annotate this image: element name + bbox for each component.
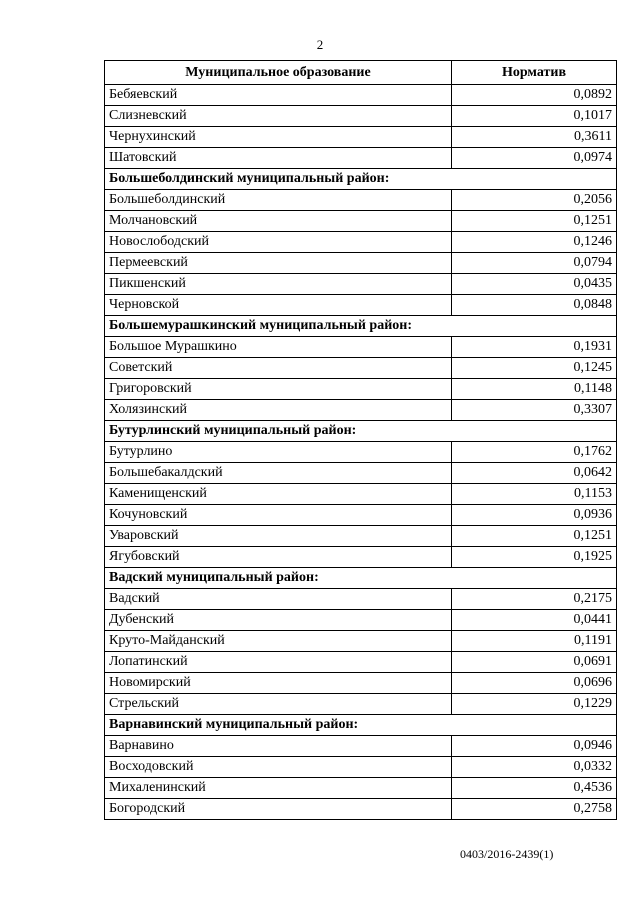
municipality-name: Михаленинский [105,778,452,799]
normative-value: 0,0794 [452,253,617,274]
district-title: Бутурлинский муниципальный район: [105,421,617,442]
table-row [105,379,617,400]
table-row [105,652,617,673]
municipality-name: Пикшенский [105,274,452,295]
municipality-name: Богородский [105,799,452,820]
normative-value: 0,1925 [452,547,617,568]
normative-value: 0,0435 [452,274,617,295]
normative-value: 0,2175 [452,589,617,610]
table-row [105,232,617,253]
district-title: Большеболдинский муниципальный район: [105,169,617,190]
table-row [105,442,617,463]
municipality-name: Каменищенский [105,484,452,505]
table-row [105,274,617,295]
normative-value: 0,2056 [452,190,617,211]
municipality-name: Большое Мурашкино [105,337,452,358]
table-row [105,610,617,631]
table-row [105,85,617,106]
table-row [105,484,617,505]
table-row [105,358,617,379]
table-row [105,211,617,232]
municipality-name: Вадский [105,589,452,610]
table-row [105,463,617,484]
municipality-name: Круто-Майданский [105,631,452,652]
district-title: Варнавинский муниципальный район: [105,715,617,736]
municipality-name: Восходовский [105,757,452,778]
table-row [105,547,617,568]
municipality-name: Кочуновский [105,505,452,526]
table-row [105,400,617,421]
normative-value: 0,0946 [452,736,617,757]
normative-value: 0,0696 [452,673,617,694]
normative-value: 0,3307 [452,400,617,421]
table-row [105,127,617,148]
normative-value: 0,0936 [452,505,617,526]
table-row [105,778,617,799]
normative-value: 0,1017 [452,106,617,127]
municipality-name: Новослободский [105,232,452,253]
municipality-name: Новомирский [105,673,452,694]
page-number: 2 [316,37,324,52]
table-header-row [105,61,617,85]
normative-value: 0,1762 [452,442,617,463]
district-header-row [105,169,617,190]
normative-value: 0,1229 [452,694,617,715]
table-row [105,106,617,127]
district-header-row [105,316,617,337]
normative-value: 0,0691 [452,652,617,673]
normative-value: 0,3611 [452,127,617,148]
table-row [105,736,617,757]
table-row [105,673,617,694]
municipality-name: Слизневский [105,106,452,127]
normative-value: 0,1931 [452,337,617,358]
municipality-name: Бебяевский [105,85,452,106]
normative-value: 0,2758 [452,799,617,820]
normative-table [104,60,617,820]
normative-value: 0,0848 [452,295,617,316]
table-row [105,190,617,211]
municipality-name: Большеболдинский [105,190,452,211]
table-row [105,295,617,316]
table-row [105,505,617,526]
municipality-name: Дубенский [105,610,452,631]
municipality-name: Бутурлино [105,442,452,463]
municipality-name: Холязинский [105,400,452,421]
municipality-name: Ягубовский [105,547,452,568]
municipality-name: Советский [105,358,452,379]
normative-value: 0,1251 [452,211,617,232]
district-title: Большемурашкинский муниципальный район: [105,316,617,337]
table-row [105,526,617,547]
table-row [105,337,617,358]
normative-value: 0,0332 [452,757,617,778]
table-row [105,757,617,778]
table-row [105,148,617,169]
document-code: 0403/2016-2439(1) [460,847,554,861]
normative-value: 0,4536 [452,778,617,799]
table-row [105,253,617,274]
district-header-row [105,568,617,589]
normative-value: 0,1191 [452,631,617,652]
municipality-name: Стрельский [105,694,452,715]
municipality-name: Григоровский [105,379,452,400]
table-body [105,85,617,820]
district-header-row [105,715,617,736]
normative-value: 0,0642 [452,463,617,484]
district-header-row [105,421,617,442]
municipality-name: Шатовский [105,148,452,169]
municipality-name: Пермеевский [105,253,452,274]
normative-value: 0,0441 [452,610,617,631]
normative-value: 0,1246 [452,232,617,253]
municipality-name: Лопатинский [105,652,452,673]
normative-value: 0,0974 [452,148,617,169]
normative-value: 0,1251 [452,526,617,547]
table-row [105,799,617,820]
municipality-name: Молчановский [105,211,452,232]
table-row [105,631,617,652]
normative-value: 0,1148 [452,379,617,400]
normative-value: 0,1245 [452,358,617,379]
municipality-name: Чернухинский [105,127,452,148]
normative-value: 0,0892 [452,85,617,106]
municipality-name: Уваровский [105,526,452,547]
header-municipality: Муниципальное образование [105,61,452,85]
header-normative: Норматив [452,61,617,85]
municipality-name: Черновской [105,295,452,316]
municipality-name: Большебакалдский [105,463,452,484]
table-row [105,589,617,610]
municipality-name: Варнавино [105,736,452,757]
normative-value: 0,1153 [452,484,617,505]
table-row [105,694,617,715]
district-title: Вадский муниципальный район: [105,568,617,589]
